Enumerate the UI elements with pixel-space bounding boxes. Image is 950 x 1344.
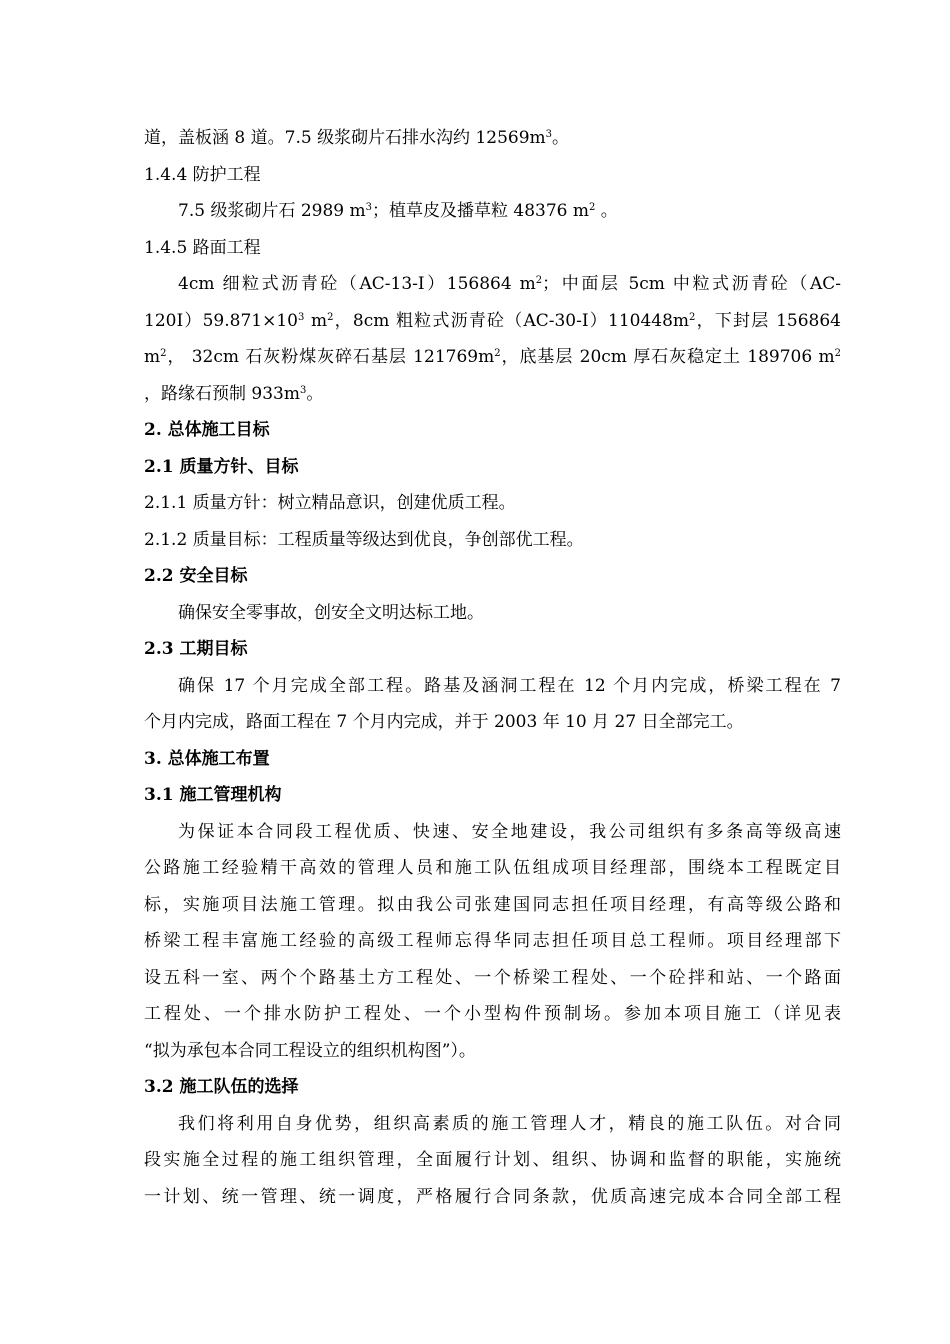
text-line: “拟为承包本合同工程设立的组织机构图”）。 (144, 1040, 476, 1061)
text-run: 120I）59.871×10 (144, 310, 298, 331)
superscript: 2 (589, 202, 596, 213)
section-heading-2-3: 2.3 工期目标 (144, 639, 248, 659)
text-line: 桥梁工程丰富施工经验的高级工程师忘得华同志担任项目总工程师。项目经理部下 (144, 931, 841, 951)
text-line: 公路施工经验精干高效的管理人员和施工队伍组成项目经理部，围绕本工程既定目 (144, 858, 841, 878)
text-line: 个月内完成，路面工程在 7 个月内完成，并于 2003 年 10 月 27 日全部完工。 (144, 712, 744, 732)
section-heading-2-1: 2.1 质量方针、目标 (144, 456, 299, 477)
text-line: 确保安全零事故，创安全文明达标工地。 (178, 602, 484, 623)
text-run: m (304, 310, 328, 331)
text-line: 设五科一室、两个个路基土方工程处、一个桥梁工程处、一个砼拌和站、一个路面 (144, 967, 841, 988)
superscript: 3 (365, 202, 373, 213)
section-heading-3-2: 3.2 施工队伍的选择 (144, 1077, 299, 1097)
superscript: 2 (160, 348, 167, 359)
superscript: 2 (535, 275, 543, 286)
text-run: ，下封层 156864 (695, 310, 841, 331)
text-run: ，8cm 粗粒式沥青砼（AC-30-I）110448m (333, 310, 690, 331)
document-page (144, 120, 841, 1215)
section-heading-1-4-4: 1.4.4 防护工程 (144, 164, 261, 185)
text-run: ，路缘石预制 933m (144, 383, 300, 404)
superscript: 2 (834, 348, 841, 359)
text-line: 确保 17 个月完成全部工程。路基及涵洞工程在 12 个月内完成，桥梁工程在 7 (178, 675, 841, 696)
text-line: 段实施全过程的施工组织管理，全面履行计划、组织、协调和监督的职能，实施统 (144, 1150, 841, 1170)
section-heading-2: 2. 总体施工目标 (144, 420, 270, 440)
superscript: 3 (545, 129, 553, 140)
superscript: 2 (327, 311, 334, 323)
text-line: 标，实施项目法施工管理。拟由我公司张建国同志担任项目经理，有高等级公路和 (144, 894, 841, 915)
text-run: 。 (306, 383, 324, 404)
text-line: 2.1.2 质量目标：工程质量等级达到优良，争创部优工程。 (144, 529, 584, 550)
text-run: ， 32cm 石灰粉煤灰碎石基层 121769m (166, 347, 495, 367)
text-run: 道，盖板涵 8 道。7.5 级浆砌片石排水沟约 12569m (144, 128, 546, 148)
superscript: 2 (494, 348, 501, 359)
text-line: 为保证本合同段工程优质、快速、安全地建设，我公司组织有多条高等级高速 (178, 821, 841, 842)
superscript: 2 (689, 311, 696, 323)
text-line (144, 193, 841, 230)
superscript: 3 (297, 311, 305, 323)
text-line (144, 120, 841, 157)
text-line (144, 339, 841, 376)
superscript: 3 (299, 384, 307, 396)
section-heading-3-1: 3.1 施工管理机构 (144, 785, 282, 805)
text-run: ；中面层 5cm 中粒式沥青砼（AC- (542, 274, 841, 294)
text-line: 工程处、一个排水防护工程处、一个小型构件预制场。参加本项目施工（详见表 (144, 1004, 841, 1024)
section-heading-1-4-5: 1.4.5 路面工程 (144, 237, 261, 258)
text-run: 7.5 级浆砌片石 2989 m (178, 201, 366, 221)
text-line (144, 376, 841, 413)
text-run: m (144, 347, 161, 367)
text-run: ；植草皮及播草粒 48376 m (372, 201, 590, 221)
text-run: 。 (595, 201, 618, 221)
section-heading-3: 3. 总体施工布置 (144, 748, 270, 769)
text-line: 一计划、统一管理、统一调度，严格履行合同条款，优质高速完成本合同全部工程 (144, 1186, 841, 1207)
text-line (144, 266, 841, 303)
text-line: 2.1.1 质量方针：树立精品意识，创建优质工程。 (144, 493, 516, 513)
text-line (144, 303, 841, 340)
text-run: ，底基层 20cm 厚石灰稳定土 189706 m (500, 347, 835, 367)
text-line: 我们将利用自身优势，组织高素质的施工管理人才，精良的施工队伍。对合同 (178, 1113, 841, 1134)
section-heading-2-2: 2.2 安全目标 (144, 566, 248, 586)
text-run: 4cm 细粒式沥青砼（AC-13-I）156864 m (178, 274, 536, 294)
text-run: 。 (552, 128, 570, 148)
